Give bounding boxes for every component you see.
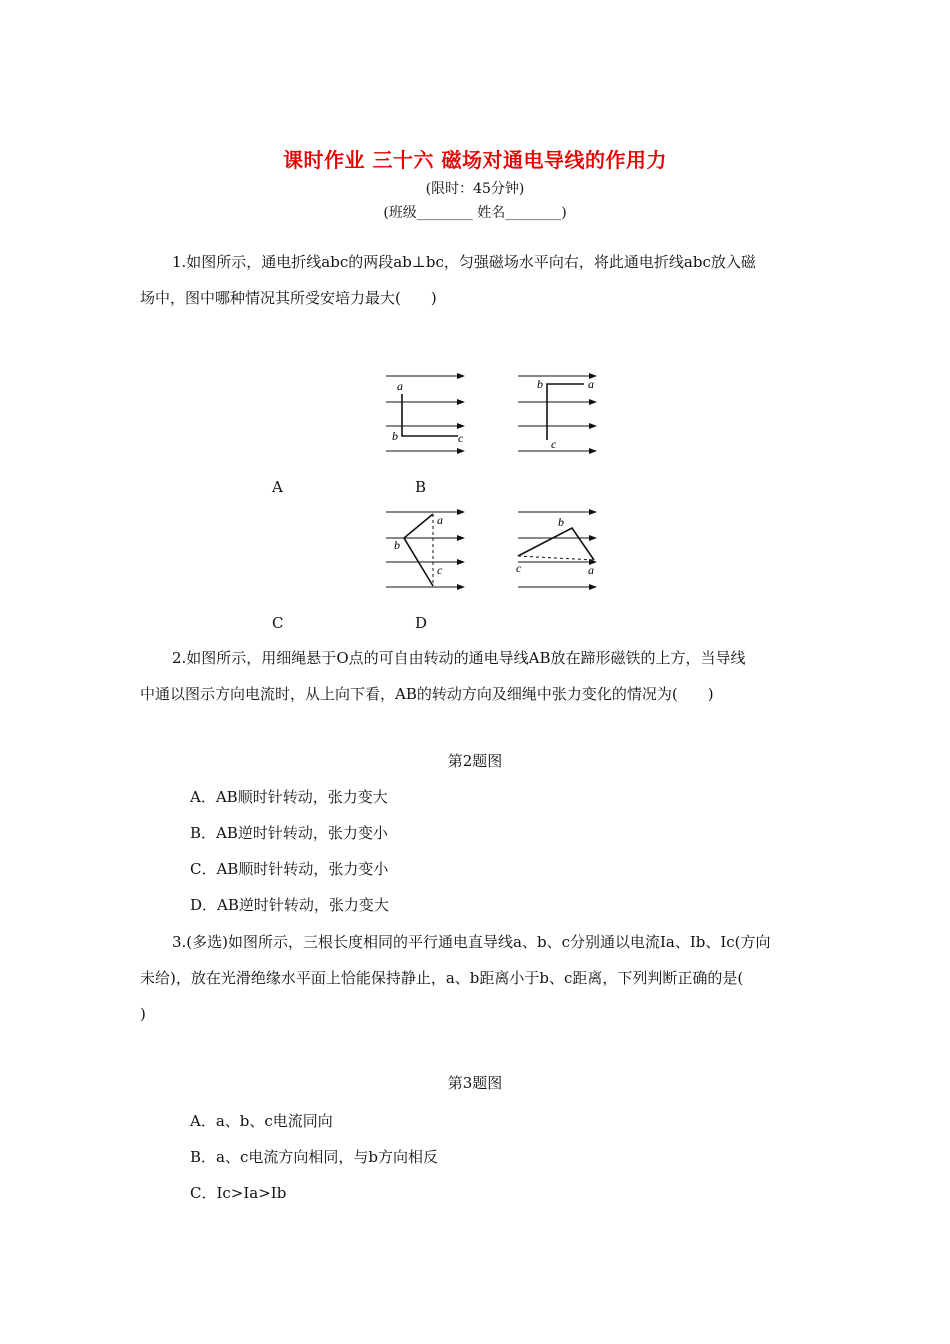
point-label: c xyxy=(437,563,443,577)
point-label: a xyxy=(588,563,594,577)
q3-line2: 未给)，放在光滑绝缘水平面上恰能保持静止，a、b距离小于b、c距离，下列判断正确的是( xyxy=(140,969,744,987)
q3-option-a: A．a、b、c电流同向 xyxy=(190,1112,333,1130)
q2-option-b: B．AB逆时针转动，张力变小 xyxy=(190,824,388,842)
q1-line1: 1.如图所示，通电折线abc的两段ab⊥bc，匀强磁场水平向右，将此通电折线abc放入磁 xyxy=(172,253,756,271)
point-label: b xyxy=(394,538,400,552)
wire-c xyxy=(404,514,433,586)
figure-1b xyxy=(512,368,604,460)
q3-caption: 第3题图 xyxy=(447,1074,503,1092)
point-label: c xyxy=(551,437,557,451)
point-label: b xyxy=(558,515,564,529)
q1-line2: 场中，图中哪种情况其所受安培力最大( ) xyxy=(140,289,437,307)
question-2 xyxy=(140,640,815,712)
q2-option-c: C．AB顺时针转动，张力变小 xyxy=(190,860,389,878)
q3-line1: 3.(多选)如图所示，三根长度相同的平行通电直导线a、b、c分别通以电流Ia、Ib、Ic(方向 xyxy=(172,933,771,951)
figure-label-c: C xyxy=(272,614,284,632)
wire-d xyxy=(518,528,594,560)
point-label: a xyxy=(437,513,443,527)
figure-label-a: A xyxy=(272,478,283,496)
figure-label-b: B xyxy=(415,478,427,496)
figure-1d xyxy=(512,504,604,596)
q2-option-a: A．AB顺时针转动，张力变大 xyxy=(190,788,388,806)
class-name-line: (班级________ 姓名________) xyxy=(383,205,567,221)
q3-line3: ) xyxy=(140,1005,146,1023)
field-lines-b xyxy=(518,376,596,451)
question-1 xyxy=(140,244,815,316)
figure-1a xyxy=(380,368,472,460)
q3-option-b: B．a、c电流方向相同，与b方向相反 xyxy=(190,1148,438,1166)
point-label: b xyxy=(537,377,543,391)
q2-caption: 第2题图 xyxy=(447,752,503,770)
q3-option-c: C．Ic>Ia>Ib xyxy=(190,1184,287,1202)
q2-line1: 2.如图所示，用细绳悬于O点的可自由转动的通电导线AB放在蹄形磁铁的上方，当导线 xyxy=(172,649,746,667)
point-label: c xyxy=(516,561,522,575)
time-limit: (限时：45分钟) xyxy=(425,181,525,197)
figure-label-d: D xyxy=(415,614,428,632)
point-label: c xyxy=(458,431,464,445)
question-3 xyxy=(140,924,815,1032)
point-label: a xyxy=(397,379,403,393)
wire-b xyxy=(547,384,584,440)
point-label: a xyxy=(588,377,594,391)
q2-option-d: D．AB逆时针转动，张力变大 xyxy=(190,896,389,914)
q2-line2: 中通以图示方向电流时，从上向下看，AB的转动方向及细绳中张力变化的情况为( ) xyxy=(140,685,714,703)
wire-a xyxy=(402,394,458,436)
figure-1c xyxy=(380,504,472,596)
point-label: b xyxy=(392,429,398,443)
dashed-line-d xyxy=(518,556,594,560)
page-title: 课时作业 三十六 磁场对通电导线的作用力 xyxy=(283,148,667,172)
